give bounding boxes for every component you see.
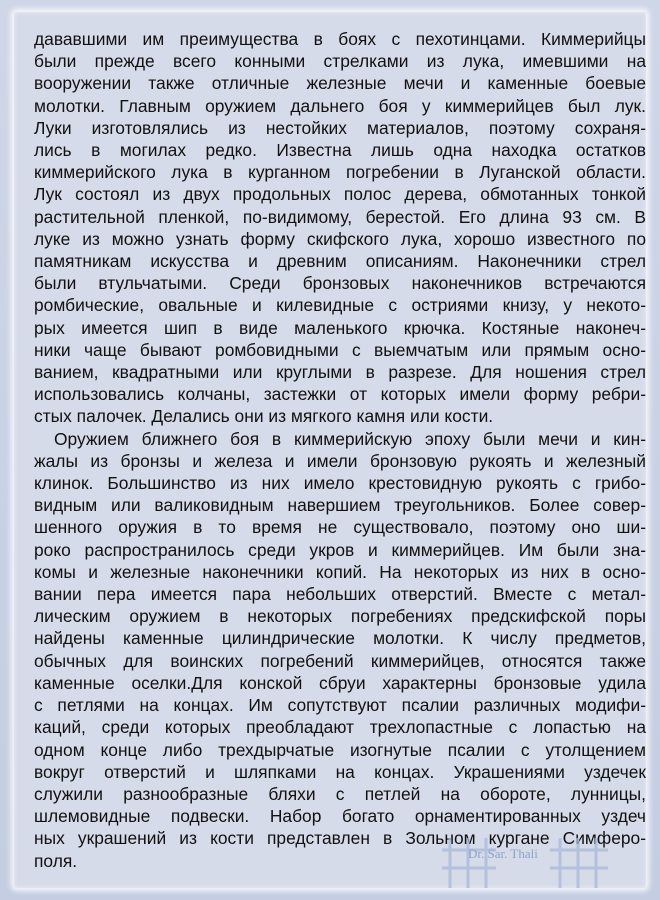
body-text <box>34 28 646 872</box>
text-line: Оружием ближнего боя в киммерийскую эпоху были мечи и кин- <box>54 428 646 449</box>
text-line: роко распространилось среди укров и киммерийцев. Им были зна- <box>34 539 646 560</box>
text-line: поля. <box>34 850 78 871</box>
text-line: каций, среди которых преобладают трехлопастные с лопастью на <box>34 717 646 738</box>
text-line: служили разнообразные бляхи с петлей на обороте, лунницы, <box>34 783 646 804</box>
document-page <box>14 12 646 888</box>
text-line: стых палочек. Делались они из мягкого камня или кости. <box>34 406 494 427</box>
text-line: были прежде всего конными стрелками из лука, имевшими на <box>34 51 646 72</box>
text-line: найдены каменные цилиндрические молотки. К числу предметов, <box>34 628 646 649</box>
text-line: молотки. Главным оружием дальнего боя у киммерийцев был лук. <box>34 95 646 116</box>
text-line: вооружении также отличные железные мечи и каменные боевые <box>34 73 646 94</box>
text-line: клинок. Большинство из них имело крестовидную рукоять с грибо- <box>34 473 646 494</box>
text-line: с петлями на концах. Им сопутствуют псалии различных модифи- <box>34 695 646 716</box>
text-line: вокруг отверстий и шляпками на концах. Украшениями уздечек <box>34 761 646 782</box>
text-line: луке из можно узнать форму скифского лука, хорошо известного по <box>34 228 646 249</box>
text-line: Луки изготовлялись из нестойких материалов, поэтому сохраня- <box>34 117 646 138</box>
text-line: Лук состоял из двух продольных полос дерева, обмотанных тонкой <box>34 184 646 205</box>
watermark-text: Dr. Sar. Thali <box>468 846 538 861</box>
text-line: лись в могилах редко. Известна лишь одна находка остатков <box>34 140 646 161</box>
text-line: жалы из бронзы и железа и имели бронзовую рукоять и железный <box>34 450 646 471</box>
text-line: ники чаще бывают ромбовидными с выемчатым или прямым осно- <box>34 339 646 360</box>
text-line: ванием, квадратными или круглыми в разрезе. Для ношения стрел <box>34 362 646 383</box>
text-line: были втульчатыми. Среди бронзовых наконечников встречаются <box>34 273 646 294</box>
text-line: вании пера имеется пара небольших отверстий. Вместе с метал- <box>34 584 646 605</box>
text-line: киммерийского лука в курганном погребении в Луганской области. <box>34 162 646 183</box>
text-line: лическим оружием в некоторых погребениях предскифской поры <box>34 606 646 627</box>
text-line: дававшими им преимущества в боях с пехотинцами. Киммерийцы <box>34 29 646 49</box>
text-line: одном конце либо трехдырчатые изогнутые псалии с утолщением <box>34 739 646 760</box>
text-line: каменные оселки.Для конской сбруи характерны бронзовые удила <box>34 672 646 693</box>
text-line: видным или валиковидным навершием треугольников. Более совер- <box>34 495 646 516</box>
text-line: ных украшений из кости представлен в Зольном кургане Симферо- <box>34 828 646 849</box>
text-line: комы и железные наконечники копий. На некоторых из них в осно- <box>34 561 646 582</box>
text-line: использовались колчаны, застежки от которых имели форму ребри- <box>34 384 646 405</box>
text-line: ромбические, овальные и килевидные с остриями книзу, у некото- <box>34 295 646 316</box>
text-line: памятникам искусства и древним описаниям. Наконечники стрел <box>34 251 646 272</box>
text-line: рых имеется шип в виде маленького крючка. Костяные наконеч- <box>34 317 646 338</box>
text-line: шлемовидные подвески. Набор богато орнаментированных уздеч <box>34 806 646 827</box>
text-line: растительной пленкой, по-видимому, берестой. Его длина 93 см. В <box>34 206 646 227</box>
text-line: обычных для воинских погребений киммерийцев, относятся также <box>34 650 646 671</box>
text-line: шенного оружия в то время не существовало, поэтому оно ши- <box>34 517 646 538</box>
